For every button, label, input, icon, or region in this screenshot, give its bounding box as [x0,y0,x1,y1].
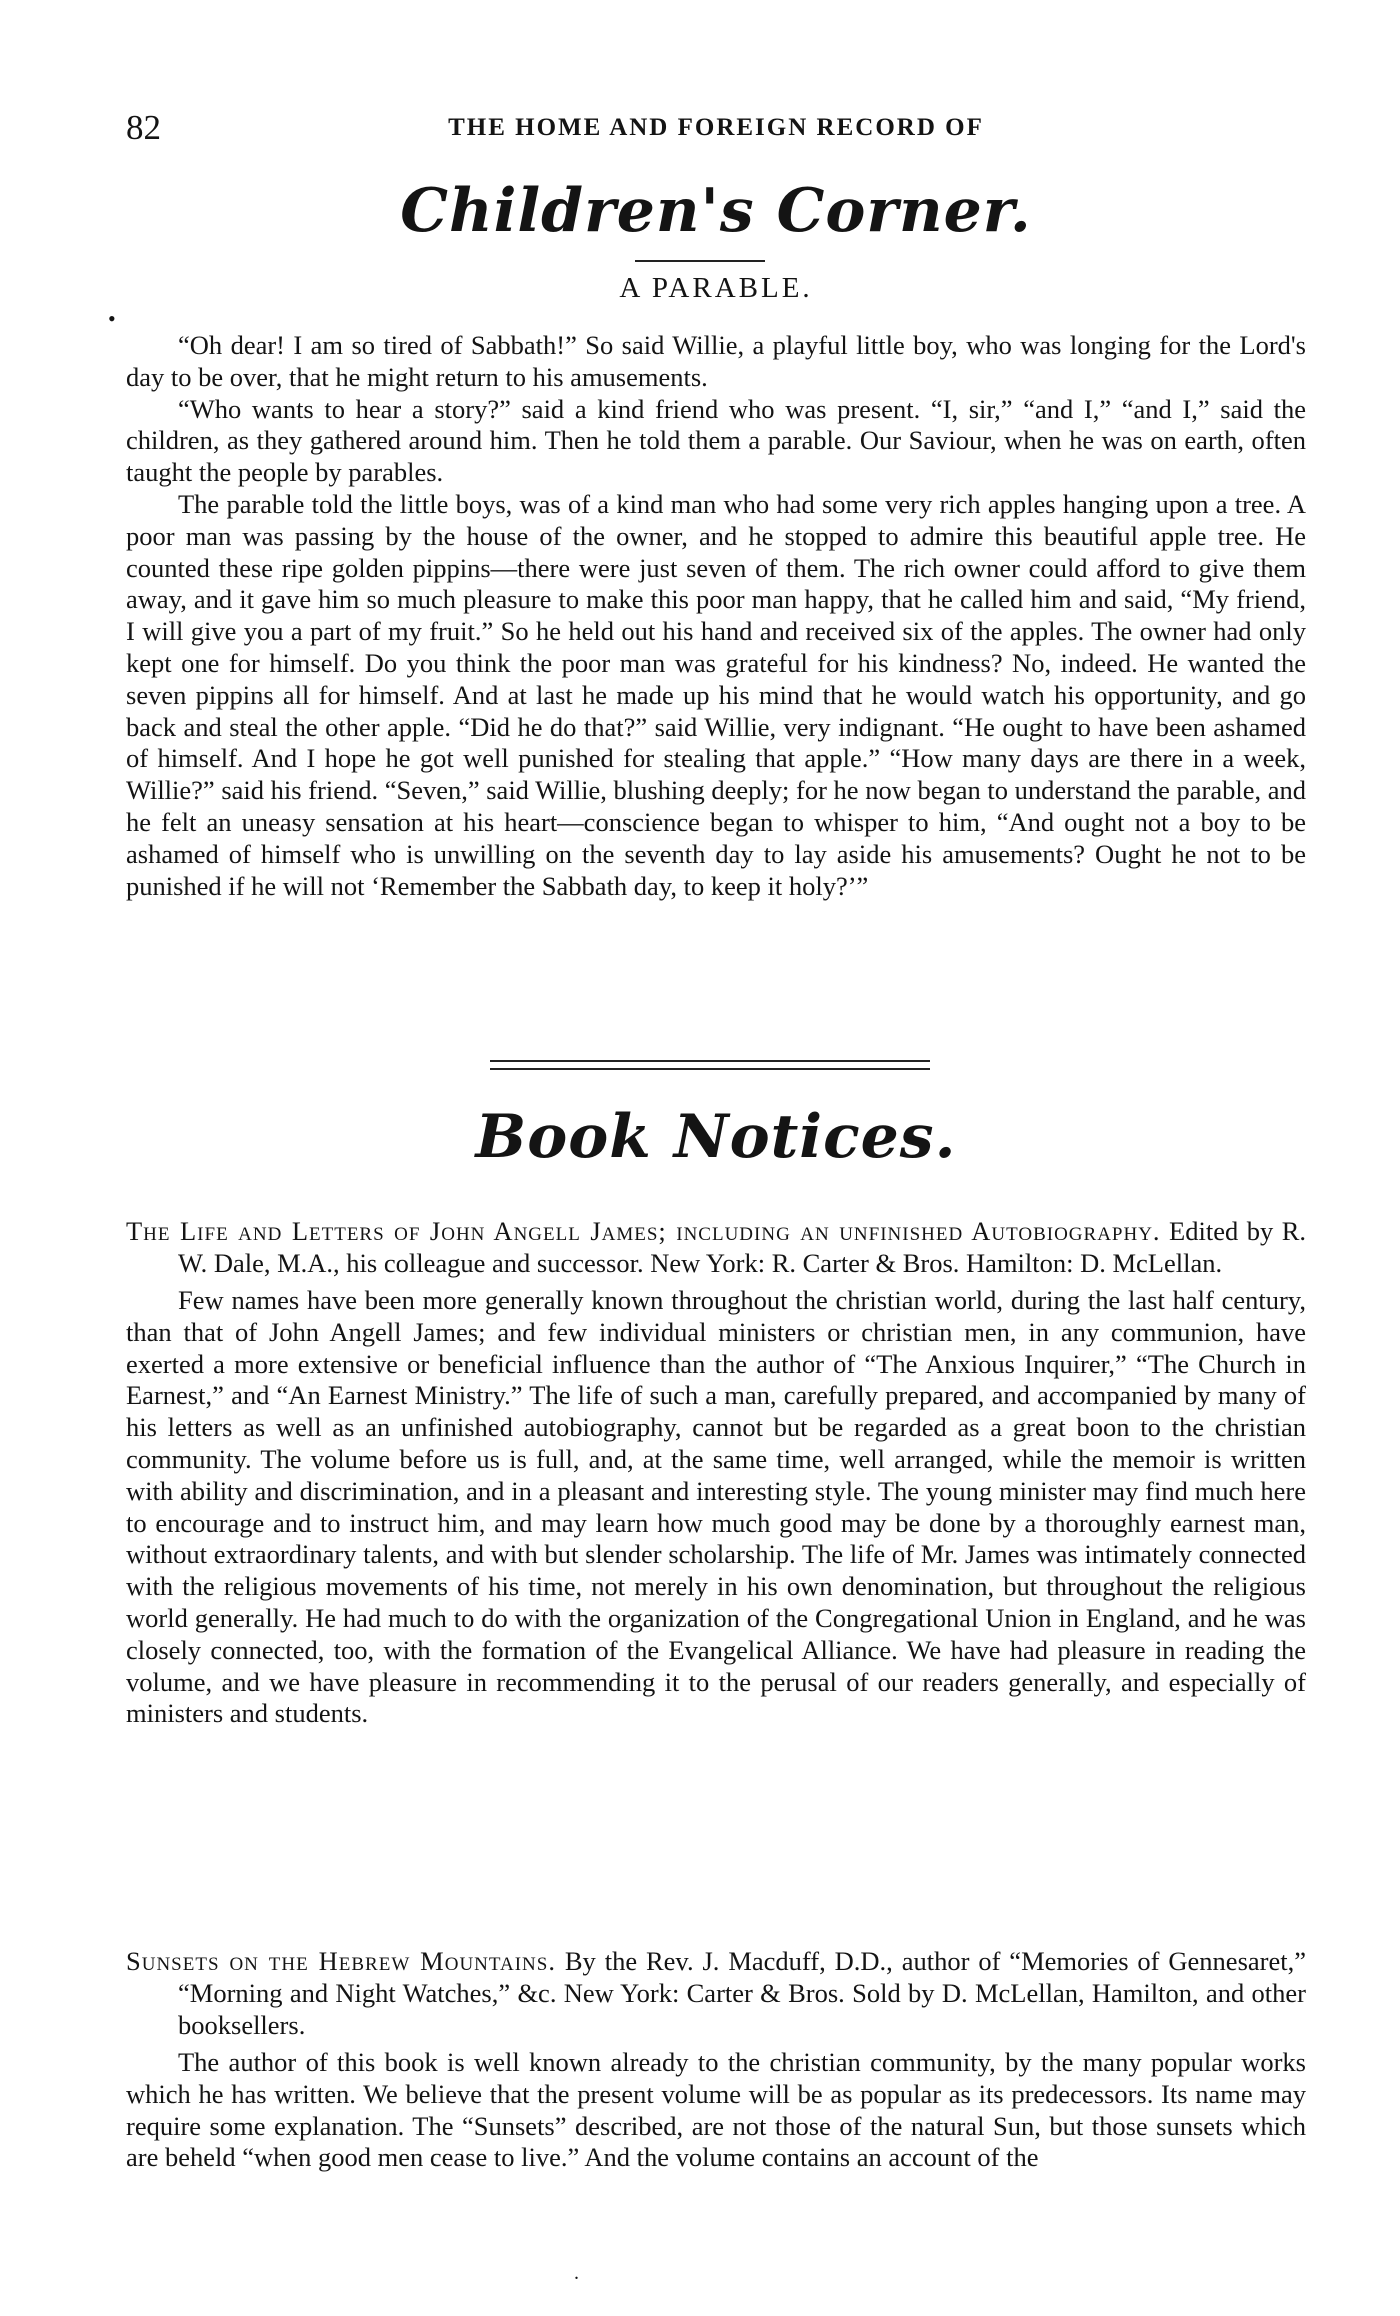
page-number: 82 [126,108,161,147]
stray-dot: • [108,306,116,331]
book-notice-2 [126,1945,1306,2174]
heading-rule [635,260,765,262]
notice-title-smallcaps: Sunsets on the Hebrew Mountains. [126,1946,556,1976]
stray-dot: . [574,2262,579,2284]
running-title: THE HOME AND FOREIGN RECORD OF [448,114,984,141]
notice-title-smallcaps: The Life and Letters of John Angell James; including an unfinished Autobiography. [126,1216,1161,1246]
parable-paragraph: “Who wants to hear a story?” said a kind friend who was present. “I, sir,” “and I,” “and I,” said the children, as they gathered around him. Then he told them a parable. Our Saviour, when he was on earth, often taught the people by parables. [126,393,1306,488]
notice-title-details: By the Rev. J. Macduff, D.D., author of “Memories of Gennesaret,” “Morning and Night Watches,” &c. New York: Carter & Bros. Sold by D. McLellan, Hamilton, and other booksellers. [178,1946,1306,2040]
notice-title [126,1945,1306,2041]
parable-subheading: A PARABLE. [619,272,813,304]
parable-paragraph: “Oh dear! I am so tired of Sabbath!” So said Willie, a playful little boy, who was longing for the Lord's day to be over, that he might return to his amusements. [126,330,1306,392]
notice-body: The author of this book is well known already to the christian community, by the many popular works which he has written. We believe that the present volume will be as popular as its predecessors. Its name may require some explanation. The “Sunsets” described, are not those of the natural Sun, but those sunsets which are beheld “when good men cease to live.” And the volume contains an account of the [126,2047,1306,2173]
notice-title-details: Edited by R. W. Dale, M.A., his colleague and successor. New York: R. Carter & Bros. Hamilton: D. McLellan. [178,1216,1306,1278]
childrens-corner-heading: Children's Corner. [400,176,1032,246]
running-head [126,108,1306,152]
book-notice-1 [126,1215,1306,1730]
book-notices-heading: Book Notices. [475,1102,957,1172]
section-divider [490,1060,930,1070]
parable-text [126,330,1306,902]
notice-body: Few names have been more generally known throughout the christian world, during the last half century, than that of John Angell James; and few individual ministers or christian men, in any communion, have exerted a more extensive or beneficial influence than the author of “The Anxious Inquirer,” “The Church in Earnest,” and “An Earnest Ministry.” The life of such a man, carefully prepared, and accompanied by many of his letters as well as an unfinished autobiography, cannot but be regarded as a great boon to the christian community. The volume before us is full, and, at the same time, well arranged, while the memoir is written with ability and discrimination, and in a pleasant and interesting style. The young minister may find much here to encourage and to instruct him, and may learn how much good may be done by a thoroughly earnest man, without extraordinary talents, and with but slender scholarship. The life of Mr. James was intimately connected with the religious movements of his time, not merely in his own denomination, but throughout the religious world generally. He had much to do with the organization of the Congregational Union in England, and he was closely connected, too, with the formation of the Evangelical Alliance. We have had pleasure in reading the volume, and we have pleasure in recommending it to the perusal of our readers generally, and especially of ministers and students. [126,1285,1306,1729]
parable-paragraph: The parable told the little boys, was of a kind man who had some very rich apples hanging upon a tree. A poor man was passing by the house of the owner, and he stopped to admire this beautiful apple tree. He counted these ripe golden pippins—there were just seven of them. The rich owner could afford to give them away, and it gave him so much pleasure to make this poor man happy, that he called him and said, “My friend, I will give you a part of my fruit.” So he held out his hand and received six of the apples. The owner had only kept one for himself. Do you think the poor man was grateful for his kindness? No, indeed. He wanted the seven pippins all for himself. And at last he made up his mind that he would watch his opportunity, and go back and steal the other apple. “Did he do that?” said Willie, very indignant. “He ought to have been ashamed of himself. And I hope he got well punished for stealing that apple.” “How many days are there in a week, Willie?” said his friend. “Seven,” said Willie, blushing deeply; for he now began to understand the parable, and he felt an uneasy sensation at his heart—conscience began to whisper to him, “And ought not a boy to be ashamed of himself who is unwilling on the seventh day to lay aside his amusements? Ought he not to be punished if he will not ‘Remember the Sabbath day, to keep it holy?’” [126,488,1306,901]
notice-title [126,1215,1306,1279]
